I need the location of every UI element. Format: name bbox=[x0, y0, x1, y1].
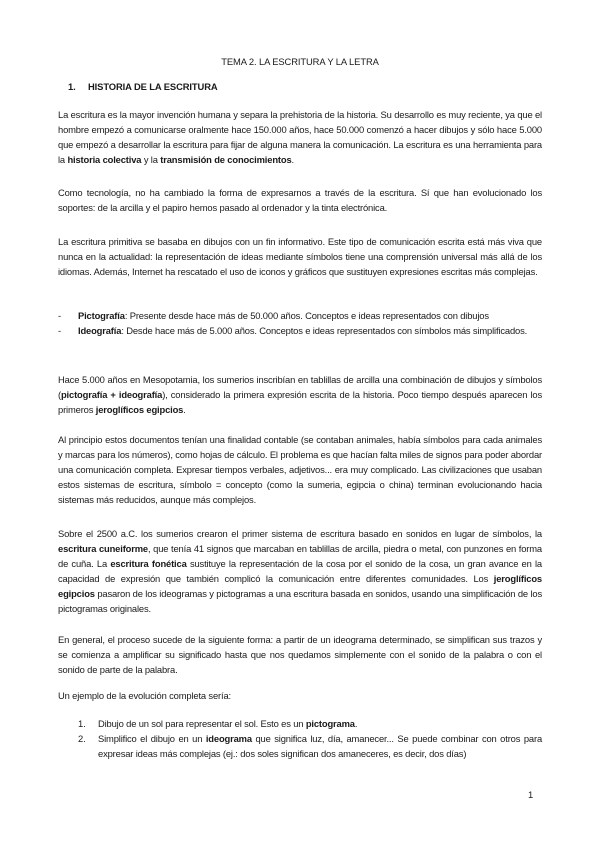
bold-term: historia colectiva bbox=[67, 154, 142, 165]
bold-term: transmisión de conocimientos bbox=[160, 154, 292, 165]
list-item: - Ideografía: Desde hace más de 5.000 años. Conceptos e ideas representados con símbolos más simplificados. bbox=[58, 325, 528, 336]
paragraph-cuneiform: Sobre el 2500 a.C. los sumerios crearon el primer sistema de escritura basado en sonidos en lugar de símbolos, la escritura cuneiforme, que tenía 41 signos que marcaban en tablillas de arcilla, piedra o metal, con punzones en forma de cuña. La escritura fonética sustituye la representación de la cosa por el sonido de la cosa, un gran avance en la capacidad de expresión que también complicó la comunicación entre diferentes comunidades. Los jeroglíficos egipcios pasaron de los ideogramas y pictogramas a una escritura basada en sonidos, usando una simplificación de los pictogramas originales. bbox=[58, 528, 542, 614]
paragraph-intro: La escritura es la mayor invención humana y separa la prehistoria de la historia. Su desarrollo es muy reciente, ya que el hombre empezó a comunicarse oralmente hace 150.000 años, hace 50.000 comenzó a hacer dibujos y sólo hace 5.000 que empezó a desarrollar la escritura para fijar de alguna manera la comunicación. La escritura es una herramienta para la historia colectiva y la transmisión de conocimientos. bbox=[58, 109, 542, 165]
list-item: 2. Simplifico el dibujo en un ideograma que significa luz, día, amanecer... Se puede combinar con otros para expresar ideas más complejas (ej.: dos soles significan dos amaneceres, es decir, dos días) bbox=[78, 733, 543, 759]
list-item: - Pictografía: Presente desde hace más de 50.000 años. Conceptos e ideas representados con dibujos bbox=[58, 310, 489, 321]
section-number: 1. bbox=[68, 81, 76, 92]
paragraph-process: En general, el proceso sucede de la siguiente forma: a partir de un ideograma determinado, se simplifican sus trazos y se comienza a amplificar su significado hasta que nos quedamos simplemente con el sonido de la palabra o con el sonido de parte de la palabra. bbox=[58, 634, 542, 675]
paragraph-example: Un ejemplo de la evolución completa sería: bbox=[58, 690, 231, 701]
section-title: HISTORIA DE LA ESCRITURA bbox=[88, 81, 218, 92]
list-item: 1. Dibujo de un sol para representar el sol. Esto es un pictograma. bbox=[78, 718, 358, 729]
paragraph-mesopotamia: Hace 5.000 años en Mesopotamia, los sumerios inscribían en tablillas de arcilla una combinación de dibujos y símbolos (pictografía + ideografía), considerado la primera expresión escrita de la historia. Poco tiempo después aparecen los primeros jeroglíficos egipcios. bbox=[58, 374, 542, 415]
section-heading bbox=[68, 81, 218, 92]
document-title: TEMA 2. LA ESCRITURA Y LA LETRA bbox=[221, 56, 379, 67]
page-number: 1 bbox=[528, 789, 534, 800]
numbered-list bbox=[78, 716, 542, 761]
paragraph-technology: Como tecnología, no ha cambiado la forma de expresarnos a través de la escritura. Sí que han evolucionado los soportes: de la arcilla y el papiro hemos pasado al ordenador y la tinta electrónica. bbox=[58, 187, 542, 213]
paragraph-primitive: La escritura primitiva se basaba en dibujos con un fin informativo. Este tipo de comunicación escrita está más viva que nunca en la actualidad: la representación de ideas mediante símbolos tiene una comprensión universal más allá de los idiomas. Además, Internet ha rescatado el uso de iconos y gráficos que sustituyen expresiones escritas más complejas. bbox=[58, 236, 542, 277]
dash-list bbox=[58, 308, 542, 338]
paragraph-accounting: Al principio estos documentos tenían una finalidad contable (se contaban animales, había símbolos para cada animales y marcas para los números), como hojas de cálculo. El problema es que hacían falta miles de signos para poder abordar una comunicación completa. Expresar tiempos verbales, adjetivos... era muy complicado. Las civilizaciones que usaban estos sistemas de escritura, símbolo = concepto (como la sumeria, egipcia o china) terminan evolucionando hacia sistemas más reducidos, aunque más complejos. bbox=[58, 434, 542, 505]
